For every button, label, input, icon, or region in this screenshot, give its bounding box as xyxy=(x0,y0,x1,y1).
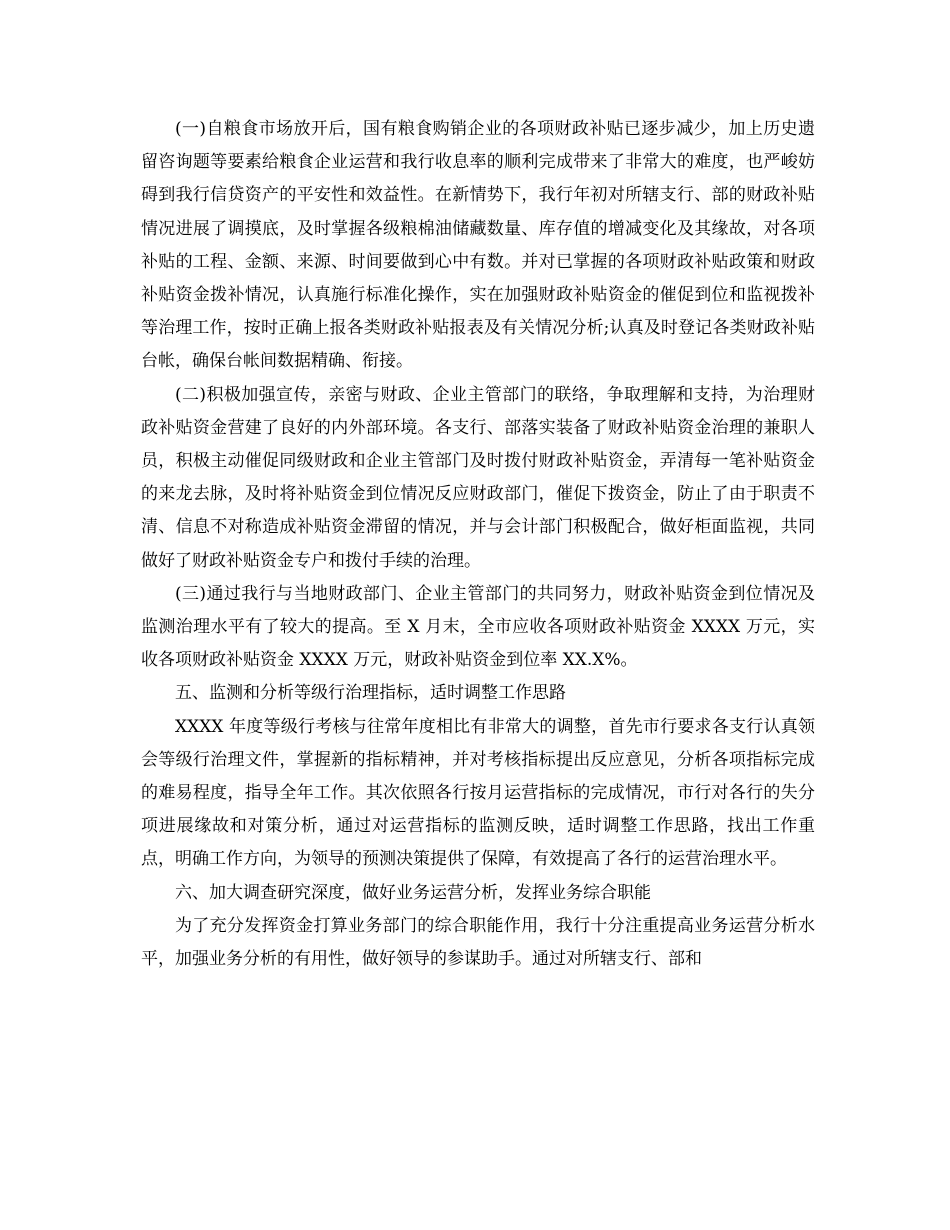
paragraph-section-3: (三)通过我行与当地财政部门、企业主管部门的共同努力，财政补贴资金到位情况及监测治理水平有了较大的提高。至 X 月末，全市应收各项财政补贴资金 XXXX 万元，实收各项财政补贴资金 XXXX 万元，财政补贴资金到位率 XX.X%。 xyxy=(141,583,815,671)
document-body xyxy=(141,113,815,976)
paragraph-section-five-body: XXXX 年度等级行考核与往常年度相比有非常大的调整，首先市行要求各支行认真领会等级行治理文件，掌握新的指标精神，并对考核指标提出反应意见，分析各项指标完成的难易程度，指导全年工作。其次依照各行按月运营指标的完成情况，市行对各行的失分项进展缘故和对策分析，通过对运营指标的监测反映，适时调整工作思路，找出工作重点，明确工作方向，为领导的预测决策提供了保障，有效提高了各行的运营治理水平。 xyxy=(141,716,815,870)
heading-section-six: 六、加大调查研究深度，做好业务运营分析，发挥业务综合职能 xyxy=(175,882,651,903)
paragraph-section-1: (一)自粮食市场放开后，国有粮食购销企业的各项财政补贴已逐步减少，加上历史遗留咨询题等要素给粮食企业运营和我行收息率的顺利完成带来了非常大的难度，也严峻妨碍到我行信贷资产的平安性和效益性。在新情势下，我行年初对所辖支行、部的财政补贴情况进展了调摸底，及时掌握各级粮棉油储藏数量、库存值的增减变化及其缘故，对各项补贴的工程、金额、来源、时间要做到心中有数。并对已掌握的各项财政补贴政策和财政补贴资金拨补情况，认真施行标准化操作，实在加强财政补贴资金的催促到位和监视拨补等治理工作，按时正确上报各类财政补贴报表及有关情况分析;认真及时登记各类财政补贴台帐，确保台帐间数据精确、衔接。 xyxy=(141,119,815,372)
paragraph-section-six-body: 为了充分发挥资金打算业务部门的综合职能作用，我行十分注重提高业务运营分析水平，加强业务分析的有用性，做好领导的参谋助手。通过对所辖支行、部和 xyxy=(141,915,815,970)
heading-section-five: 五、监测和分析等级行治理指标，适时调整工作思路 xyxy=(175,683,566,704)
paragraph-section-2: (二)积极加强宣传，亲密与财政、企业主管部门的联络，争取理解和支持，为治理财政补贴资金营建了良好的内外部环境。各支行、部落实装备了财政补贴资金治理的兼职人员，积极主动催促同级财政和企业主管部门及时拨付财政补贴资金，弄清每一笔补贴资金的来龙去脉，及时将补贴资金到位情况反应财政部门，催促下拨资金，防止了由于职责不清、信息不对称造成补贴资金滞留的情况，并与会计部门积极配合，做好柜面监视，共同做好了财政补贴资金专户和拨付手续的治理。 xyxy=(141,384,815,571)
